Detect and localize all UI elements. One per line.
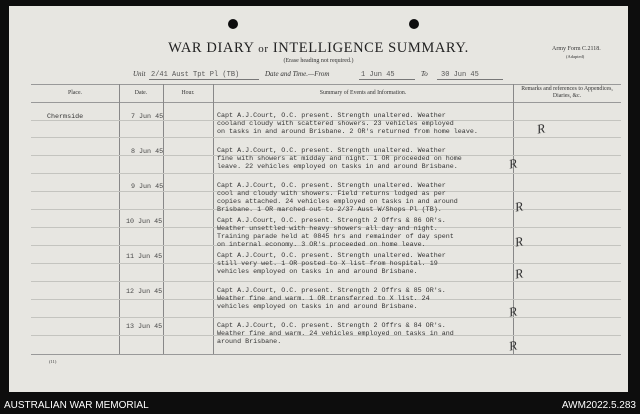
ruled-line [31,173,621,174]
archive-institution: AUSTRALIAN WAR MEMORIAL [4,400,149,411]
column-divider [163,84,164,354]
column-header-summary: Summary of Events and Information. [319,90,407,96]
entry-summary: Capt A.J.Court, O.C. present. Strength 2 Offrs & 84 OR's. Weather fine and warm. 24 vehicles employed on tasks in and around Brisbane. [217,322,454,346]
entry-summary: Capt A.J.Court, O.C. present. Strength 2 Offrs & 85 OR's. Weather fine and warm. 1 OR transferred to X list. 24 vehicles employed on tasks in and around Brisbane. [217,287,446,311]
entry-summary: Capt A.J.Court, O.C. present. Strength 2 Offrs & 86 OR's. Weather unsettled with heavy showers all day and night. Training parade held at 0845 hrs and remainder of day spent on internal economy. 3 OR's proceeded on home leave. [217,217,454,249]
ruled-line [31,281,621,282]
entry-initials: R [507,303,519,320]
column-header-date: Date. [134,90,148,96]
column-header-hour: Hour. [181,90,195,96]
entry-date: 8 Jun 45 [131,148,164,156]
entry-date: 13 Jun 45 [126,323,163,331]
entry-initials: R [507,155,519,172]
entry-summary: Capt A.J.Court, O.C. present. Strength unaltered. Weather cooland cloudy with scattered showers. 23 vehicles employed on tasks in and around Brisbane. 2 OR's returned from home leave. [217,112,478,136]
entry-initials: R [513,265,525,282]
from-underline [359,79,415,80]
page-title [9,40,628,57]
entry-summary: Capt A.J.Court, O.C. present. Strength unaltered. Weather cool and cloudy with showers. Field returns lodged as per copies attached. 24 vehicles employed on tasks in and around Brisbane. 1 OR marched out to 2/37 Aust W/Shops Pl (TB). [217,182,458,214]
diary-page [9,6,628,392]
entry-date: 9 Jun 45 [131,183,164,191]
form-ref-sub: (Adapted) [566,54,585,59]
entry-date: 7 Jun 45 [131,113,164,121]
punch-hole [409,19,419,29]
entry-date: 12 Jun 45 [126,288,163,296]
title-war: WAR DIARY [168,40,254,56]
date-time-label: Date and Time.—From [265,70,330,78]
table-bottom-rule [31,354,621,355]
column-divider [119,84,120,354]
entry-date: 10 Jun 45 [126,218,163,226]
punch-hole [228,19,238,29]
unit-label: Unit [133,70,146,78]
unit-underline [149,79,259,80]
archive-reference: AWM2022.5.283 [561,400,636,411]
ruled-line [31,137,621,138]
from-value: 1 Jun 45 [361,71,395,79]
column-header-place: Place. [67,90,82,96]
entry-place: Chermside [47,113,84,121]
to-value: 30 Jun 45 [441,71,479,79]
page-footnote: (11) [49,359,57,364]
unit-value: 2/41 Aust Tpt Pl (TB) [151,71,240,79]
column-divider [213,84,214,354]
form-ref-label: Army Form C.2118. [552,46,601,52]
entry-initials: R [507,337,519,354]
entry-initials: R [513,233,525,250]
entry-summary: Capt A.J.Court, O.C. present. Strength unaltered. Weather fine with showers at midday and night. 1 OR proceeded on home leave. 22 vehicles employed on tasks in and around Brisbane. [217,147,462,171]
column-header-remarks: Remarks and references to Appendices, Diaries, &c. [521,86,613,99]
entry-initials: R [535,120,547,137]
to-label: To [421,70,428,78]
entry-summary: Capt A.J.Court, O.C. present. Strength unaltered. Weather still very wet. 1 OR posted to X list from hospital. 19 vehicles employed on tasks in and around Brisbane. [217,252,446,276]
entry-date: 11 Jun 45 [126,253,163,261]
title-intel: INTELLIGENCE SUMMARY. [272,40,469,56]
title-or: or [258,43,269,55]
to-underline [437,79,503,80]
entry-initials: R [513,198,525,215]
form-reference [552,45,601,61]
page-subtitle: (Erase heading not required.) [283,58,354,64]
ruled-line [31,317,621,318]
